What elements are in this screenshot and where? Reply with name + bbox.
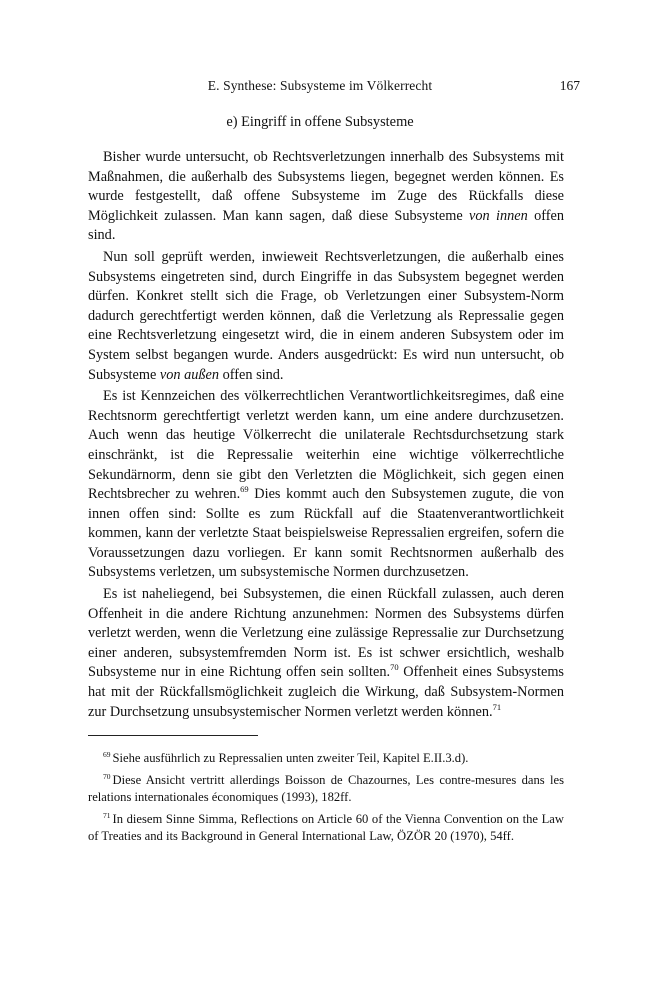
paragraph-text: Nun soll geprüft werden, inwieweit Rechtsverletzungen, die außerhalb eines Subsystems eingetreten sind, durch Eingriffe in das Subsystem begegnet werden dürfen. Konkret stellt sich die Frage, ob Verletzungen einer Subsystem-Norm dadurch gerechtfertigt werden können, daß die Verletzung als Repressalie gegen eine Rechtsverletzung eingesetzt wird, die in einem anderen Subsystem oder im System selbst begangen wurde. Anders ausgedrückt: Es wird nun untersucht, ob Subsysteme — [88, 248, 564, 383]
footnote-ref-69[interactable]: 69 — [240, 484, 249, 495]
page-number: 167 — [559, 78, 580, 93]
paragraph-text: offen sind. — [88, 207, 565, 244]
paragraph-4 — [88, 585, 564, 722]
footnote-text: Diese Ansicht vertritt allerdings Boisson de Chazournes, Les contre-mesures dans les relations internationales économiques (1993), 182ff. — [88, 773, 564, 804]
footnote-71 — [88, 811, 564, 845]
paragraph-2 — [88, 248, 564, 385]
footnote-ref-70[interactable]: 70 — [390, 662, 399, 673]
footnote-number: 70 — [103, 772, 111, 781]
footnote-text: In diesem Sinne Simma, Reflections on Article 60 of the Vienna Convention on the Law of Treaties and its Background in General International Law, ÖZÖR 20 (1970), 54ff. — [88, 812, 564, 843]
footnote-divider — [88, 735, 258, 736]
paragraph-text: Es ist Kennzeichen des völkerrechtlichen Verantwortlichkeitsregimes, daß eine Rechtsnorm gerechtfertigt verletzt werden kann, um eine andere durchzusetzen. Auch wenn das heutige Völkerrecht die unilaterale Rechtsdurchsetzung stark einschränkt, ist die Repressalie weiterhin eine wichtige völkerrechtliche Sekundärnorm, denn sie gibt den Verletzten die Möglichkeit, sich gegen einen Rechtsbrecher zu wehren. — [88, 388, 564, 503]
running-head — [60, 76, 580, 96]
footnote-number: 69 — [103, 750, 111, 759]
paragraph-3 — [88, 387, 564, 583]
emphasis: von außen — [159, 366, 220, 383]
footnote-ref-71[interactable]: 71 — [492, 701, 502, 712]
paragraph-text: offen sind. — [219, 366, 284, 383]
footnote-69 — [88, 750, 564, 767]
paragraph-text: Offenheit eines Subsystems hat mit der Rückfallsmöglichkeit zugleich die Wirkung, daß Subsystem-Normen zur Durchsetzung unsubsystemischer Normen verletzt werden können. — [88, 664, 564, 720]
paragraph-text: Dies kommt auch den Subsystemen zugute, die von innen offen sind: Sollte es zum Rückfall auf die Staatenverantwortlichkeit kommen, kann der verletzte Staat beispielsweise Repressalien ergreifen, sofern die Voraussetzungen dazu vorliegen. Er kann somit Rechtsnormen außerhalb des Subsystems verletzen, um subsystemische Normen durchzusetzen. — [88, 486, 564, 581]
paragraph-text: Bisher wurde untersucht, ob Rechtsverletzungen innerhalb des Subsystems mit Maßnahmen, die außerhalb des Subsystems liegen, begegnet werden können. Es wurde festgestellt, daß offene Subsysteme im Zuge des Rückfalls diese Möglichkeit zulassen. Man kann sagen, daß diese Subsysteme — [88, 149, 564, 224]
footnote-70 — [88, 772, 564, 806]
body-text — [88, 148, 564, 724]
running-title: E. Synthese: Subsysteme im Völkerrecht — [207, 78, 433, 93]
section-heading: e) Eingriff in offene Subsysteme — [226, 114, 414, 130]
footnotes — [88, 750, 564, 850]
footnote-text: Siehe ausführlich zu Repressalien unten zweiter Teil, Kapitel E.II.3.d). — [112, 751, 469, 765]
paragraph-1 — [88, 148, 564, 246]
footnote-number: 71 — [103, 811, 111, 820]
paragraph-text: Es ist naheliegend, bei Subsystemen, die einen Rückfall zulassen, auch deren Offenheit in die andere Richtung anzunehmen: Normen des Subsystems dürfen verletzt werden, wenn die Verletzung eine zulässige Repressalie zur Durchsetzung einer anderen, subsystemfremden Norm ist. Es ist schwer ersichtlich, weshalb Subsysteme nur in eine Richtung offen sein sollten. — [88, 586, 564, 681]
emphasis: von innen — [469, 207, 528, 224]
